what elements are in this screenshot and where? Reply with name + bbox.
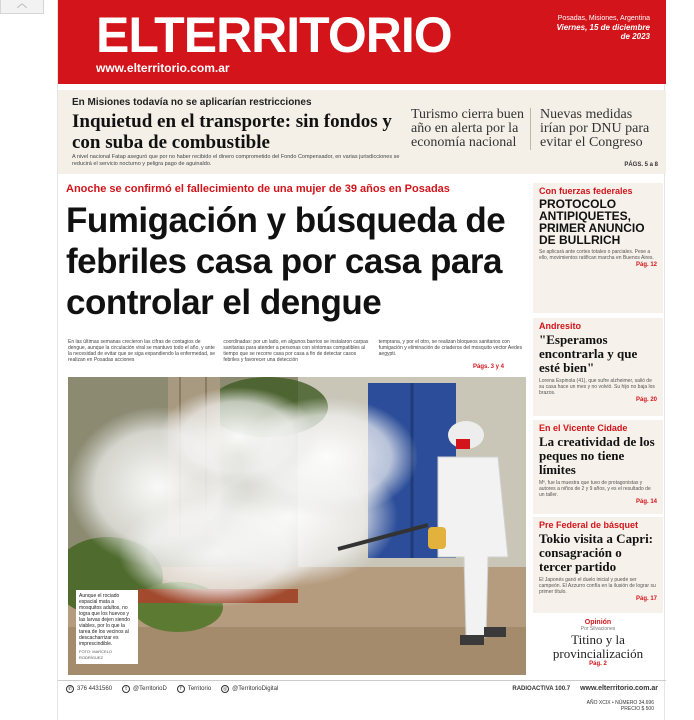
instagram-handle: @TerritorioDigital [232, 685, 279, 692]
teaser-tourism: Turismo cierra buen año en alerta por la economía nacional [411, 108, 531, 150]
footer-twitter [122, 685, 167, 693]
footer-instagram [221, 685, 278, 693]
opinion-headline: Titino y la provincialización [552, 632, 644, 661]
top-story-headline: Inquietud en el transporte: sin fondos y con suba de combustible [72, 111, 392, 153]
rc-headline: Tokio visita a Capri: consagración o tercer partido [539, 531, 654, 574]
rc-text: El Japonés ganó el duelo inicial y puede ser campeón. El Azzurro confía en la ilusión de lograr su primer título. [539, 577, 656, 595]
rc-text: Lorena Espinola (41), que sufre alzheimer, salió de su casa hace un mes y no volvió. Su hijo no baja los brazos. [539, 378, 655, 396]
masthead-date: Viernes, 15 de diciembre de 2023 [556, 23, 650, 41]
opinion-byline: Por Silvaciones [580, 626, 616, 632]
newspaper-front-page [57, 0, 665, 720]
main-story-pages: Págs. 3 y 4 [473, 364, 505, 370]
top-story-summary: A nivel nacional Fatap aseguró que por no haber recibido el dinero comprometido del Fondo Compensador, en varias jurisdicciones se reducirá el servicio nocturno y peligra pago de aguinaldo. [72, 154, 400, 167]
rc-kicker: Andresito [539, 321, 582, 331]
rc-headline: "Esperamos encontrarla y que esté bien" [539, 332, 638, 375]
top-story-band [58, 90, 666, 174]
rc-page: Pág. 14 [635, 499, 657, 505]
masthead-location: Posadas, Misiones, Argentina [557, 15, 650, 22]
rc-opinion [533, 616, 663, 676]
fumigation-photo [68, 377, 526, 675]
rc-text: Se aplicará ante cortes totales o parciales. Pese a ello, movimientos ratifican marcha en Buenos Aires. [539, 249, 654, 261]
rc-kicker: Con fuerzas federales [539, 186, 633, 196]
rc-kicker: En el Vicente Cidade [539, 423, 628, 433]
rc-story-basquet [533, 517, 663, 613]
rc-kicker: Pre Federal de básquet [539, 520, 639, 530]
rc-story-creatividad [533, 420, 663, 514]
photo-caption [76, 590, 138, 664]
main-story-column-1: En las últimas semanas crecieron las cifras de contagios de dengue, aunque la circulación viral se mantuvo todo el año, y ante la necesidad de evitar que se siga expandiendo la enfermedad, se realizan en Posadas acciones [68, 339, 216, 363]
footer-facebook [177, 685, 211, 693]
collapse-tab-chevron-up-icon[interactable]: ︿ [0, 0, 44, 14]
main-story-column-2: coordinadas: por un lado, en algunos barrios se instalaron carpas sanitarias para atender a personas con síntomas compatibles al tiempo que se recorre casa por casa a fin de detectar casos febriles y favorecer una detección [223, 339, 369, 363]
rc-page: Pág. 12 [635, 262, 657, 268]
edition-price: PRECIO $ 500 [620, 706, 654, 712]
main-story-column-3: temprana, y por el otro, se realizan bloqueos sanitarios con fumigación y eliminación de criaderos del mosquito vector Aedes aegypti. [378, 339, 523, 357]
right-column [533, 183, 663, 678]
masthead [58, 0, 666, 84]
footer-bar [58, 680, 666, 696]
facebook-handle: Territorio [187, 685, 212, 692]
top-story-kicker: En Misiones todavía no se aplicarían restricciones [72, 97, 312, 108]
rc-story-andresito [533, 318, 663, 416]
masthead-dateline [550, 14, 650, 41]
main-story-kicker: Anoche se confirmó el fallecimiento de una mujer de 39 años en Posadas [66, 183, 450, 195]
facebook-icon: f [177, 685, 185, 693]
rc-text: Mº, fue la muestra que tuvo de protagonistas y autores a niños de 2 y 9 años, y es el resultado de un taller. [539, 480, 651, 498]
rc-headline: La creatividad de los peques no tiene límites [539, 434, 655, 477]
footer-radio [512, 686, 570, 692]
instagram-icon: ◎ [222, 685, 228, 692]
radio-frequency: 100.7 [555, 685, 571, 692]
edition-info [587, 700, 654, 712]
main-story-body [68, 339, 526, 369]
footer-whatsapp [66, 685, 112, 693]
main-story-headline: Fumigación y búsqueda de febriles casa por casa para controlar el dengue [66, 201, 506, 322]
opinion-kicker: Opinión [584, 619, 612, 626]
radio-name: RADIOACTIVA [512, 685, 554, 692]
masthead-url: www.elterritorio.com.ar [96, 61, 230, 75]
rc-page: Pág. 17 [635, 596, 657, 602]
whatsapp-icon: ✆ [67, 685, 73, 692]
rc-headline: PROTOCOLO ANTIPIQUETES, PRIMER ANUNCIO DE BULLRICH [539, 197, 645, 247]
twitter-handle: @TerritorioD [133, 685, 167, 692]
footer-url: www.elterritorio.com.ar [580, 685, 658, 692]
whatsapp-number: 376 4431560 [77, 685, 113, 692]
top-story-pages: PÁGS. 5 a 8 [624, 162, 658, 168]
photo-caption-text: Aunque el rociado espacial mata a mosquitos adultos, no logra que los huevos y las larvas dejen siendo viables, por lo que la tarea de los vecinos al descacharrizar es imprescindible. [79, 593, 130, 647]
newspaper-logo-title: ELTERRITORIO [96, 7, 452, 63]
edition-number: AÑO XCIX • NÚMERO 34.696 [586, 700, 654, 706]
rc-page: Pág. 20 [635, 397, 657, 403]
rc-story-protocolo [533, 183, 663, 313]
teaser-dnu: Nuevas medidas irían por DNU para evitar el Congreso [540, 107, 650, 150]
photo-credit: FOTO: MARCELO RODRÍGUEZ [79, 649, 113, 660]
opinion-page: Pág. 2 [589, 661, 607, 667]
twitter-icon: t [122, 685, 130, 693]
